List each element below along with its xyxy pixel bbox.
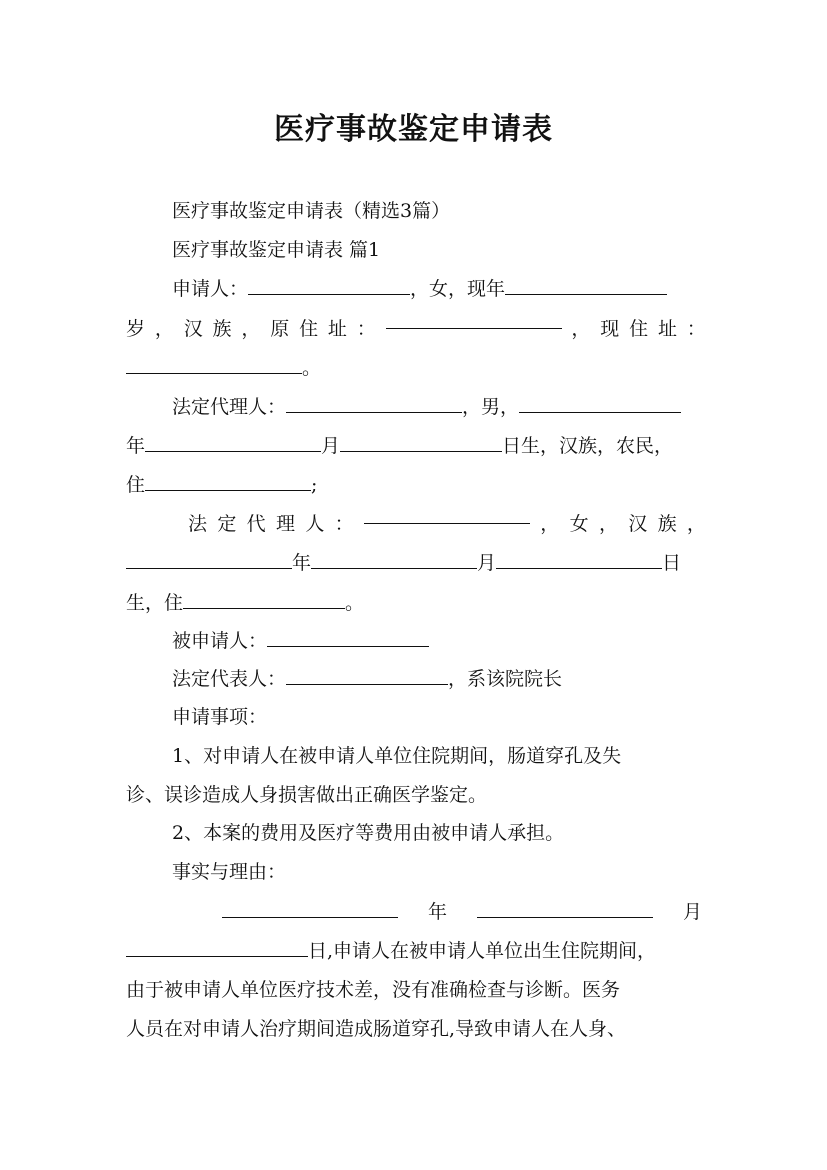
text-char: 现 [600,318,620,340]
text-char: ， [571,318,591,340]
legal-rep-mid-text: ，男， [462,396,520,418]
text-char: 代 [246,513,266,535]
fill-blank [126,550,292,569]
date-line-2 [126,544,706,582]
item-1-line-2: 诊、误诊造成人身损害做出正确医学鉴定。 [126,784,488,806]
residence-line-2 [126,584,706,622]
text-char: 原 [270,318,290,340]
birth-tail-text: 日生，汉族，农民， [502,435,674,457]
fill-blank [311,550,477,569]
applicant-line [126,270,752,308]
fill-blank [145,433,321,452]
respondent-line [126,622,752,660]
text-char: 月 [683,901,703,923]
text-char: ： [686,318,706,340]
text-char: 汉 [628,513,648,535]
section-heading: 医疗事故鉴定申请表 篇1 [172,239,381,261]
text-char: 。 [302,357,322,379]
text-char: 址 [327,318,347,340]
text-char: ; [311,474,318,496]
fill-blank [286,666,448,685]
text-char: 住 [629,318,649,340]
fill-blank [505,276,667,295]
text-char: 月 [477,552,497,574]
text-char: 族 [657,513,677,535]
text-char: ： [334,513,354,535]
applicant-label: 申请人： [172,278,249,300]
text-char: 法 [188,513,208,535]
text-char: 址 [657,318,677,340]
legal-rep-line [126,388,752,426]
fill-blank [496,550,662,569]
fill-blank [222,899,398,918]
address-line [126,310,706,348]
facts-heading: 事实与理由： [172,861,287,883]
fill-blank [183,590,345,609]
text-char: 。 [345,592,365,614]
text-char: 人 [305,513,325,535]
facts-date-line [126,893,706,931]
fill-blank [145,472,311,491]
legal-representative-label: 法定代表人： [172,668,287,690]
fill-blank [340,433,502,452]
item-2: 2、本案的费用及医疗等费用由被申请人承担。 [172,822,565,844]
fill-blank [386,310,562,329]
legal-rep2-line [126,505,706,543]
facts-line-2: 由于被申请人单位医疗技术差，没有准确检查与诊断。医务 [126,979,621,1001]
fill-blank [248,276,410,295]
facts-line-1 [126,932,706,970]
legal-rep-label: 法定代理人： [172,396,287,418]
text-char: ， [686,513,706,535]
fill-blank [477,899,653,918]
text-char: ， [241,318,261,340]
text-char: 日 [662,552,682,574]
fill-blank [364,505,530,524]
text-char: 住 [126,474,146,496]
text-char: ， [154,318,174,340]
legal-representative-tail: ，系该院院长 [448,668,563,690]
text-char: 年 [292,552,312,574]
fill-blank [126,938,308,957]
text-char: 岁 [126,318,146,340]
facts-line-3: 人员在对申请人治疗期间造成肠道穿孔,导致申请人在人身、 [126,1018,627,1040]
fill-blank [126,355,302,374]
matters-heading: 申请事项： [172,706,268,728]
text-char: 住 [299,318,319,340]
text-char: 定 [217,513,237,535]
address-continue-line [126,349,706,387]
text-char: ： [356,318,376,340]
text-char: 女 [569,513,589,535]
subtitle-line: 医疗事故鉴定申请表（精选3篇） [172,200,451,222]
text-char: 年 [126,435,146,457]
respondent-label: 被申请人： [172,630,268,652]
text-char: ， [598,513,618,535]
birth-date-line [126,427,706,465]
text-char: ， [540,513,560,535]
fill-blank [519,394,681,413]
fill-blank [286,394,462,413]
text-char: 年 [428,901,448,923]
birth-residence-text: 生，住 [126,592,184,614]
residence-line [126,466,706,504]
document-title: 医疗事故鉴定申请表 [274,112,553,147]
text-char: 汉 [183,318,203,340]
text-char: 族 [212,318,232,340]
legal-representative-line [126,660,752,698]
facts-text: 日,申请人在被申请人单位出生住院期间， [308,940,657,962]
fill-blank [267,628,429,647]
applicant-mid-text: ，女，现年 [410,278,506,300]
text-char: 月 [321,435,341,457]
item-1-line-1: 1、对申请人在被申请人单位住院期间，肠道穿孔及失 [172,745,622,767]
text-char: 理 [275,513,295,535]
